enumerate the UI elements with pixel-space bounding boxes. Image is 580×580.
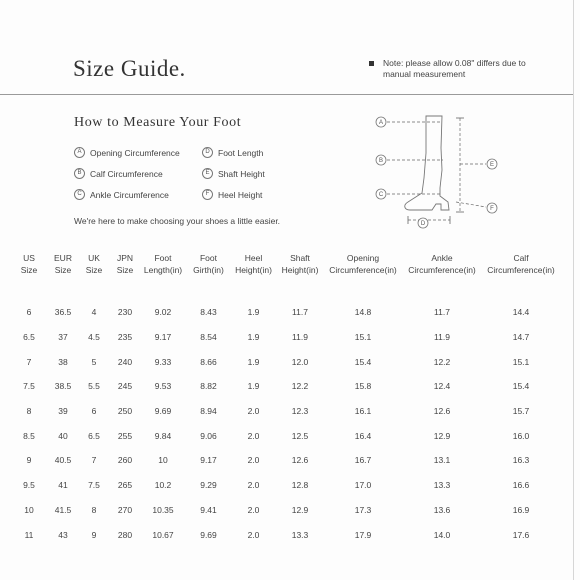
table-cell: 8.82 <box>200 381 217 392</box>
table-cell: 5.5 <box>88 381 100 392</box>
column-header-line: Size <box>20 265 38 275</box>
table-cell: 1.9 <box>247 381 260 392</box>
table-cell: 43 <box>58 529 68 540</box>
legend-label: Opening Circumference <box>90 147 180 158</box>
table-cell: 37 <box>58 332 68 343</box>
marker-letter: D <box>420 221 426 228</box>
table-cell: 12.4 <box>433 381 451 392</box>
table-cell: 6.5 <box>88 430 100 441</box>
table-cell: 2.0 <box>247 504 260 515</box>
table-cell: 9.17 <box>154 332 172 343</box>
table-cell: 270 <box>117 504 133 515</box>
table-cell: 15.4 <box>512 381 530 392</box>
legend-item-calf <box>74 168 163 179</box>
table-cell: 9.69 <box>200 529 217 540</box>
table-cell: 6.5 <box>23 332 35 343</box>
table-cell: 17.6 <box>512 529 530 540</box>
table-cell: 41.5 <box>54 504 72 515</box>
column-header <box>276 252 324 300</box>
table-cell: 255 <box>117 430 133 441</box>
page-title: Size Guide. <box>73 56 186 81</box>
table-cell: 12.2 <box>291 381 309 392</box>
table-cell: 15.7 <box>512 406 530 417</box>
table-cell: 12.9 <box>291 504 309 515</box>
marker-letter: E <box>489 162 495 169</box>
table-cell: 10.67 <box>152 529 174 540</box>
table-cell: 10 <box>24 504 34 515</box>
marker-letter: C <box>378 192 384 199</box>
column-header <box>110 252 140 300</box>
table-cell: 7 <box>26 356 32 367</box>
table-cell: 2.0 <box>247 406 260 417</box>
table-cell: 15.1 <box>512 356 530 367</box>
table-cell: 13.3 <box>291 529 309 540</box>
table-cell: 17.9 <box>354 529 372 540</box>
column-header-line: US <box>23 253 35 263</box>
table-cell: 9.17 <box>200 455 217 466</box>
column-header <box>402 252 482 300</box>
table-cell: 265 <box>117 480 133 491</box>
table-row <box>10 399 560 424</box>
table-cell: 16.4 <box>354 430 372 441</box>
circle-letter-icon: C <box>74 189 85 200</box>
column-header-line: Height(in) <box>235 265 272 275</box>
table-cell: 9.29 <box>200 480 217 491</box>
table-cell: 36.5 <box>54 307 72 318</box>
table-cell: 260 <box>117 455 133 466</box>
boot-icon <box>405 116 449 210</box>
table-cell: 7.5 <box>88 480 100 491</box>
column-header-line: Shaft <box>290 253 310 263</box>
legend-item-heel-height <box>202 189 262 200</box>
table-row <box>10 498 560 523</box>
column-header-line: JPN <box>116 253 134 263</box>
table-cell: 9 <box>91 529 97 540</box>
table-cell: 12.9 <box>433 430 451 441</box>
table-row <box>10 325 560 350</box>
table-cell: 4 <box>91 307 97 318</box>
table-cell: 8.94 <box>200 406 217 417</box>
table-cell: 10 <box>158 455 168 466</box>
column-header <box>10 252 48 300</box>
legend-label: Ankle Circumference <box>90 189 169 200</box>
table-cell: 7.5 <box>23 381 35 392</box>
column-header <box>324 252 402 300</box>
column-header-line: Size <box>54 265 72 275</box>
table-cell: 9.06 <box>200 430 217 441</box>
legend-label: Heel Height <box>218 189 263 200</box>
table-cell: 280 <box>117 529 133 540</box>
table-cell: 6 <box>26 307 32 318</box>
table-cell: 15.1 <box>354 332 372 343</box>
table-cell: 15.8 <box>354 381 372 392</box>
table-cell: 16.0 <box>512 430 530 441</box>
boot-measurement-diagram <box>370 108 510 230</box>
table-cell: 8.54 <box>200 332 217 343</box>
table-cell: 2.0 <box>247 430 260 441</box>
table-cell: 9.41 <box>200 504 217 515</box>
table-cell: 11.7 <box>292 307 308 318</box>
table-cell: 1.9 <box>247 307 260 318</box>
tagline: We're here to make choosing your shoes a little easier. <box>74 216 281 226</box>
table-body <box>10 300 560 547</box>
column-header-line: Foot <box>199 253 217 263</box>
column-header-line: UK <box>88 253 100 263</box>
table-header <box>10 252 560 300</box>
column-header-line: Length(in) <box>143 265 183 275</box>
table-cell: 245 <box>117 381 133 392</box>
legend-label: Calf Circumference <box>90 168 163 179</box>
table-cell: 5 <box>91 356 97 367</box>
table-cell: 230 <box>117 307 133 318</box>
column-header-line: Girth(in) <box>193 265 224 275</box>
table-cell: 1.9 <box>247 356 260 367</box>
column-header-line: Size <box>116 265 134 275</box>
table-cell: 8.43 <box>200 307 217 318</box>
table-row <box>10 300 560 325</box>
table-cell: 11.7 <box>434 307 450 318</box>
table-cell: 40 <box>58 430 68 441</box>
table-cell: 11 <box>24 529 34 540</box>
column-header-line: Size <box>85 265 103 275</box>
legend-item-opening <box>74 147 180 158</box>
legend-item-ankle <box>74 189 169 200</box>
column-header <box>186 252 231 300</box>
table-cell: 10.35 <box>152 504 174 515</box>
table-cell: 14.7 <box>512 332 530 343</box>
table-cell: 11.9 <box>434 332 450 343</box>
table-cell: 8 <box>26 406 32 417</box>
table-cell: 16.9 <box>512 504 530 515</box>
circle-letter-icon: A <box>74 147 85 158</box>
size-table <box>10 252 560 547</box>
table-cell: 8.5 <box>23 430 35 441</box>
legend-item-foot-length <box>202 147 263 158</box>
table-cell: 13.1 <box>433 455 451 466</box>
marker-letter: B <box>378 158 384 165</box>
table-cell: 14.0 <box>433 529 451 540</box>
column-header-line: Circumference(in) <box>329 265 397 275</box>
table-cell: 13.6 <box>433 504 451 515</box>
table-cell: 4.5 <box>88 332 100 343</box>
table-cell: 2.0 <box>247 480 260 491</box>
legend-label: Shaft Height <box>218 168 265 179</box>
table-cell: 10.2 <box>154 480 172 491</box>
table-cell: 8.66 <box>200 356 217 367</box>
column-header-line: Foot <box>154 253 172 263</box>
table-row <box>10 423 560 448</box>
table-row <box>10 522 560 547</box>
table-cell: 14.8 <box>354 307 372 318</box>
table-row <box>10 374 560 399</box>
table-cell: 2.0 <box>247 529 260 540</box>
table-cell: 11.9 <box>292 332 308 343</box>
section-title: How to Measure Your Foot <box>74 115 242 130</box>
table-cell: 38 <box>58 356 68 367</box>
circle-letter-icon: B <box>74 168 85 179</box>
table-cell: 2.0 <box>247 455 260 466</box>
table-cell: 40.5 <box>54 455 72 466</box>
table-cell: 16.6 <box>512 480 530 491</box>
table-cell: 9.53 <box>154 381 172 392</box>
marker-letter: F <box>490 206 494 213</box>
column-header-line: Height(in) <box>281 265 319 275</box>
table-row <box>10 349 560 374</box>
legend-item-shaft-height <box>202 168 265 179</box>
table-cell: 240 <box>117 356 133 367</box>
table-cell: 9.5 <box>23 480 35 491</box>
table-cell: 250 <box>117 406 133 417</box>
column-header <box>48 252 78 300</box>
column-header <box>482 252 560 300</box>
column-header <box>231 252 276 300</box>
table-cell: 16.3 <box>512 455 530 466</box>
table-cell: 41 <box>58 480 68 491</box>
column-header-line: Opening <box>346 253 380 263</box>
table-cell: 39 <box>58 406 68 417</box>
table-cell: 12.8 <box>291 480 309 491</box>
table-cell: 1.9 <box>247 332 260 343</box>
circle-letter-icon: E <box>202 168 213 179</box>
table-cell: 9.02 <box>154 307 172 318</box>
table-cell: 6 <box>91 406 97 417</box>
table-cell: 17.0 <box>354 480 372 491</box>
divider <box>0 94 573 95</box>
table-cell: 12.0 <box>291 356 309 367</box>
legend-label: Foot Length <box>218 147 264 158</box>
table-cell: 14.4 <box>512 307 530 318</box>
table-cell: 38.5 <box>54 381 72 392</box>
marker-letter: A <box>378 120 384 127</box>
column-header <box>78 252 110 300</box>
column-header-line: EUR <box>54 253 72 263</box>
circle-letter-icon: F <box>202 189 213 200</box>
table-cell: 9.33 <box>154 356 172 367</box>
table-cell: 9.69 <box>154 406 172 417</box>
table-cell: 15.4 <box>354 356 372 367</box>
circle-letter-icon: D <box>202 147 213 158</box>
header-row <box>10 252 560 300</box>
table-cell: 17.3 <box>354 504 372 515</box>
column-header <box>140 252 186 300</box>
table-row <box>10 473 560 498</box>
table-cell: 235 <box>117 332 133 343</box>
table-cell: 13.3 <box>433 480 451 491</box>
table-cell: 16.1 <box>354 406 372 417</box>
table-cell: 12.3 <box>291 406 309 417</box>
table-cell: 7 <box>91 455 97 466</box>
column-header-line: Circumference(in) <box>408 265 476 275</box>
table-cell: 9.84 <box>154 430 172 441</box>
table-cell: 12.5 <box>291 430 309 441</box>
column-header-line: Heel <box>244 253 263 263</box>
bullet-icon <box>369 61 374 66</box>
table-cell: 9 <box>26 455 32 466</box>
note-text: Note: please allow 0.08" differs due to manual measurement <box>383 58 526 79</box>
table-cell: 16.7 <box>354 455 372 466</box>
table-cell: 8 <box>91 504 97 515</box>
column-header-line: Circumference(in) <box>487 265 555 275</box>
column-header-line: Ankle <box>431 253 453 263</box>
table-cell: 12.2 <box>433 356 451 367</box>
column-header-line: Calf <box>513 253 529 263</box>
table-cell: 12.6 <box>291 455 309 466</box>
table-row <box>10 448 560 473</box>
table-cell: 12.6 <box>433 406 451 417</box>
